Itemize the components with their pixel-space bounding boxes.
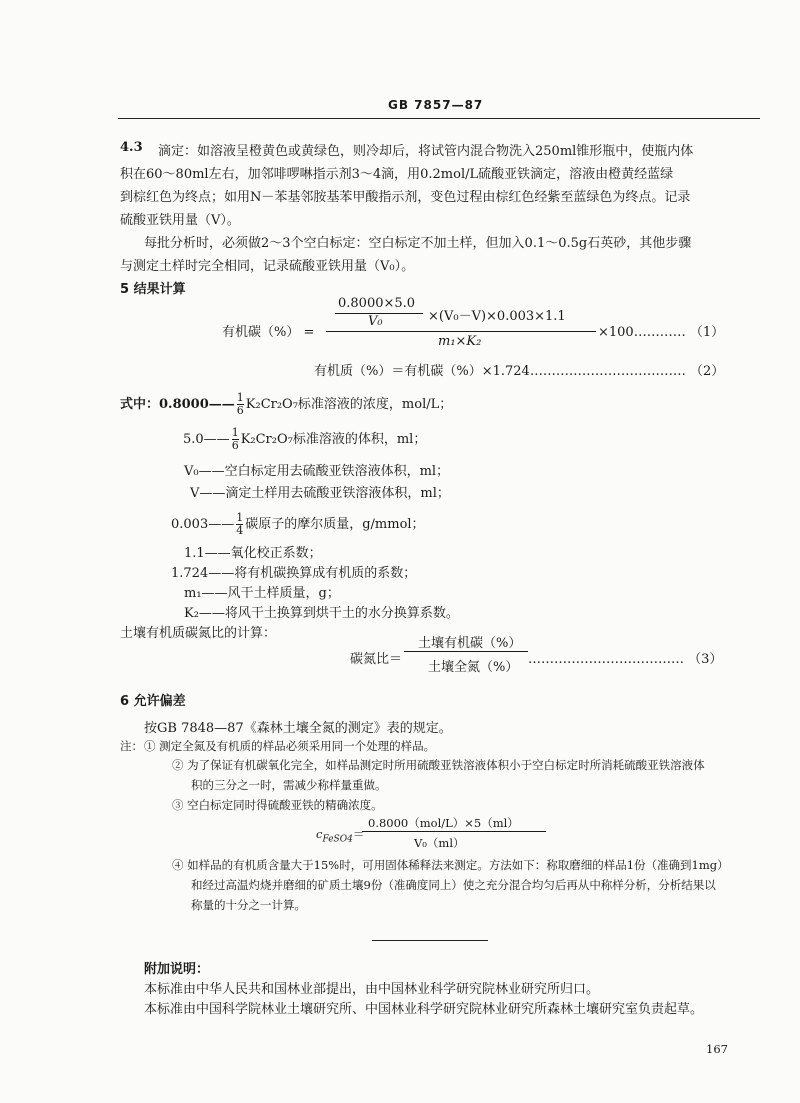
formula-3-tail: ……………………………… （3）: [528, 652, 723, 667]
section-4-3-number: 4.3: [120, 140, 143, 155]
note-label: 注：: [120, 739, 143, 753]
paragraph-line: 每批分析时，必须做2～3个空白标定：空白标定不加土样，但加入0.1～0.5g石英砂，其他步骤: [144, 236, 692, 251]
page-number: 167: [706, 1042, 728, 1056]
note-2-line-2: 积的三分之一时，需减少称样量重做。: [191, 778, 387, 792]
cn-ratio-title: 土壤有机质碳氮比的计算：: [120, 626, 277, 641]
definition-0-8000: 式中：0.8000—— $\frac{1}{6}$ K₂Cr₂O₇标准溶液的浓度，mol/L；: [120, 391, 453, 417]
definition-k2: K₂——将风干土换算到烘干土的水分换算系数。: [184, 606, 459, 621]
appendix-title: 附加说明：: [144, 962, 210, 977]
formula-4-fraction-bar: [362, 831, 546, 832]
appendix-line-2: 本标准由中国科学院林业土壤研究所、中国林业科学研究院林业研究所森林土壤研究室负责起草。: [144, 1002, 704, 1017]
formula-1-inner-numerator: 0.8000×5.0: [338, 296, 416, 311]
note-4-line-2: 和经过高温灼烧并磨细的矿质土壤9份（准确度同上）使之充分混合均匀后再从中称样分析，分析结果以: [191, 878, 716, 892]
note-3: ③ 空白标定同时得硫酸亚铁的精确浓度。: [172, 798, 383, 812]
formula-4-numerator: 0.8000（mol/L）×5（ml）: [368, 816, 519, 830]
paragraph-line: 滴定：如溶液呈橙黄色或黄绿色，则冷却后，将试管内混合物洗入250ml锥形瓶中，使瓶内体: [158, 144, 694, 159]
section-6-title: 6 允许偏差: [120, 694, 186, 709]
formula-3-lhs: 碳氮比＝: [350, 652, 403, 667]
paragraph-line: 按GB 7848—87《森林土壤全氮的测定》表的规定。: [144, 721, 452, 736]
formula-1-denominator: m₁×K₂: [438, 334, 482, 349]
formula-1-lhs: 有机碳（%） =: [222, 325, 315, 340]
formula-3-denominator: 土壤全氮（%）: [428, 660, 519, 675]
definition-5-0: 5.0—— $\frac{1}{6}$ K₂Cr₂O₇标准溶液的体积，ml；: [183, 426, 427, 452]
formula-1-inner-denominator: V₀: [368, 314, 383, 329]
formula-1-fraction-bar: [326, 331, 596, 332]
formula-1-numerator-rest: ×(V₀－V)×0.003×1.1: [428, 309, 566, 324]
section-5-title: 5 结果计算: [120, 282, 186, 297]
paragraph-line: 与测定土样时完全相同，记录硫酸亚铁用量（V₀）。: [120, 259, 415, 274]
formula-4-lhs: $c_{FeSO4}=$: [316, 827, 365, 845]
note-2-line-1: ② 为了保证有机碳氧化完全，如样品测定时所用硫酸亚铁溶液体积小于空白标定时所消耗硫酸亚铁溶液体: [172, 758, 705, 772]
appendix-line-1: 本标准由中华人民共和国林业部提出，由中国林业科学研究院林业研究所归口。: [144, 982, 600, 997]
definition-1-724: 1.724——将有机碳换算成有机质的系数；: [171, 566, 417, 581]
formula-3-numerator: 土壤有机碳（%）: [418, 636, 522, 651]
formula-1-tail: ×100………… （1）: [598, 325, 725, 340]
formula-2: 有机质（%）＝有机碳（%）×1.724……………………………… （2）: [314, 364, 725, 379]
note-4-line-1: ④ 如样品的有机质含量大于15%时，可用固体稀释法来测定。方法如下：称取磨细的样品1份（准确到1mg）: [172, 858, 729, 872]
definition-0-003: 0.003—— $\frac{1}{4}$ 碳原子的摩尔质量，g/mmol；: [171, 511, 425, 537]
definition-v: V——滴定土样用去硫酸亚铁溶液体积，ml；: [190, 486, 450, 501]
definition-v0: V₀——空白标定用去硫酸亚铁溶液体积，ml；: [184, 464, 450, 479]
formula-4-denominator: V₀（ml）: [414, 836, 465, 850]
note-4-line-3: 称量的十分之一计算。: [191, 898, 306, 912]
definition-1-1: 1.1——氧化校正系数；: [184, 546, 322, 561]
standard-number: GB 7857—87: [388, 98, 484, 112]
section-divider: [372, 940, 488, 941]
paragraph-line: 积在60～80ml左右，加邻啡啰啉指示剂3～4滴，用0.2mol/L硫酸亚铁滴定，溶液由橙黄经蓝绿: [120, 167, 674, 182]
header-rule: [118, 118, 760, 119]
definition-m1: m₁——风干土样质量，g；: [184, 586, 340, 601]
paragraph-line: 到棕红色为终点；如用N－苯基邻胺基苯甲酸指示剂，变色过程由棕红色经紫至蓝绿色为终点。记录: [120, 190, 691, 205]
paragraph-line: 硫酸亚铁用量（V）。: [120, 213, 240, 228]
formula-3-fraction-bar: [404, 651, 528, 652]
note-1: ① 测定全氮及有机质的样品必须采用同一个处理的样品。: [144, 739, 436, 753]
